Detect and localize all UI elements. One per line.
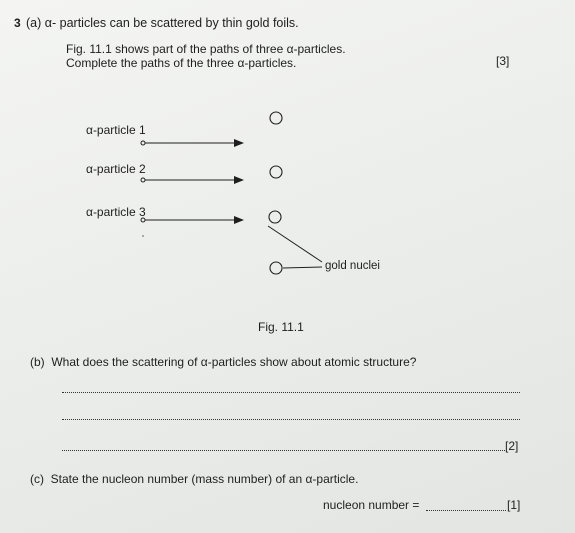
gold-nuclei-label: gold nuclei (325, 260, 380, 272)
part-a-instruction-2: Complete the paths of the three α-particles. (66, 56, 297, 70)
alpha-particle-1-label: α-particle 1 (86, 123, 146, 137)
alpha-particle-3-label: α-particle 3 (86, 205, 146, 219)
part-b-question: (b) What does the scattering of α-particles show about atomic structure? (30, 355, 417, 369)
nucleon-number-answer-line[interactable] (426, 510, 506, 511)
part-a-marks: [3] (496, 54, 510, 68)
figure-caption: Fig. 11.1 (258, 320, 304, 334)
alpha-particle-3-path (141, 218, 243, 237)
part-c-marks: [1] (507, 498, 521, 512)
gold-nucleus-3 (269, 211, 281, 223)
gold-nucleus-4 (270, 262, 282, 274)
part-b-answer-line-1[interactable] (62, 392, 520, 393)
part-b-answer-line-2[interactable] (62, 419, 520, 420)
alpha-particle-2-label: α-particle 2 (86, 162, 146, 176)
alpha-particle-1-path (141, 141, 243, 145)
part-a-instruction-1: Fig. 11.1 shows part of the paths of three α-particles. (66, 42, 346, 56)
nucleon-number-prompt: nucleon number = (323, 498, 420, 512)
nuclei-pointer-line-1 (268, 226, 322, 262)
question-number: 3 (14, 16, 21, 30)
gold-nucleus-1 (270, 112, 282, 124)
alpha-particle-2-path (141, 178, 243, 182)
part-c-question: (c) State the nucleon number (mass number) of an α-particle. (30, 472, 359, 486)
part-b-answer-line-3[interactable] (62, 450, 505, 451)
nuclei-pointer-line-2 (283, 267, 322, 268)
part-a-intro: (a) α- particles can be scattered by thin gold foils. (26, 16, 299, 30)
part-b-marks: [2] (505, 439, 519, 453)
gold-nucleus-2 (270, 166, 282, 178)
